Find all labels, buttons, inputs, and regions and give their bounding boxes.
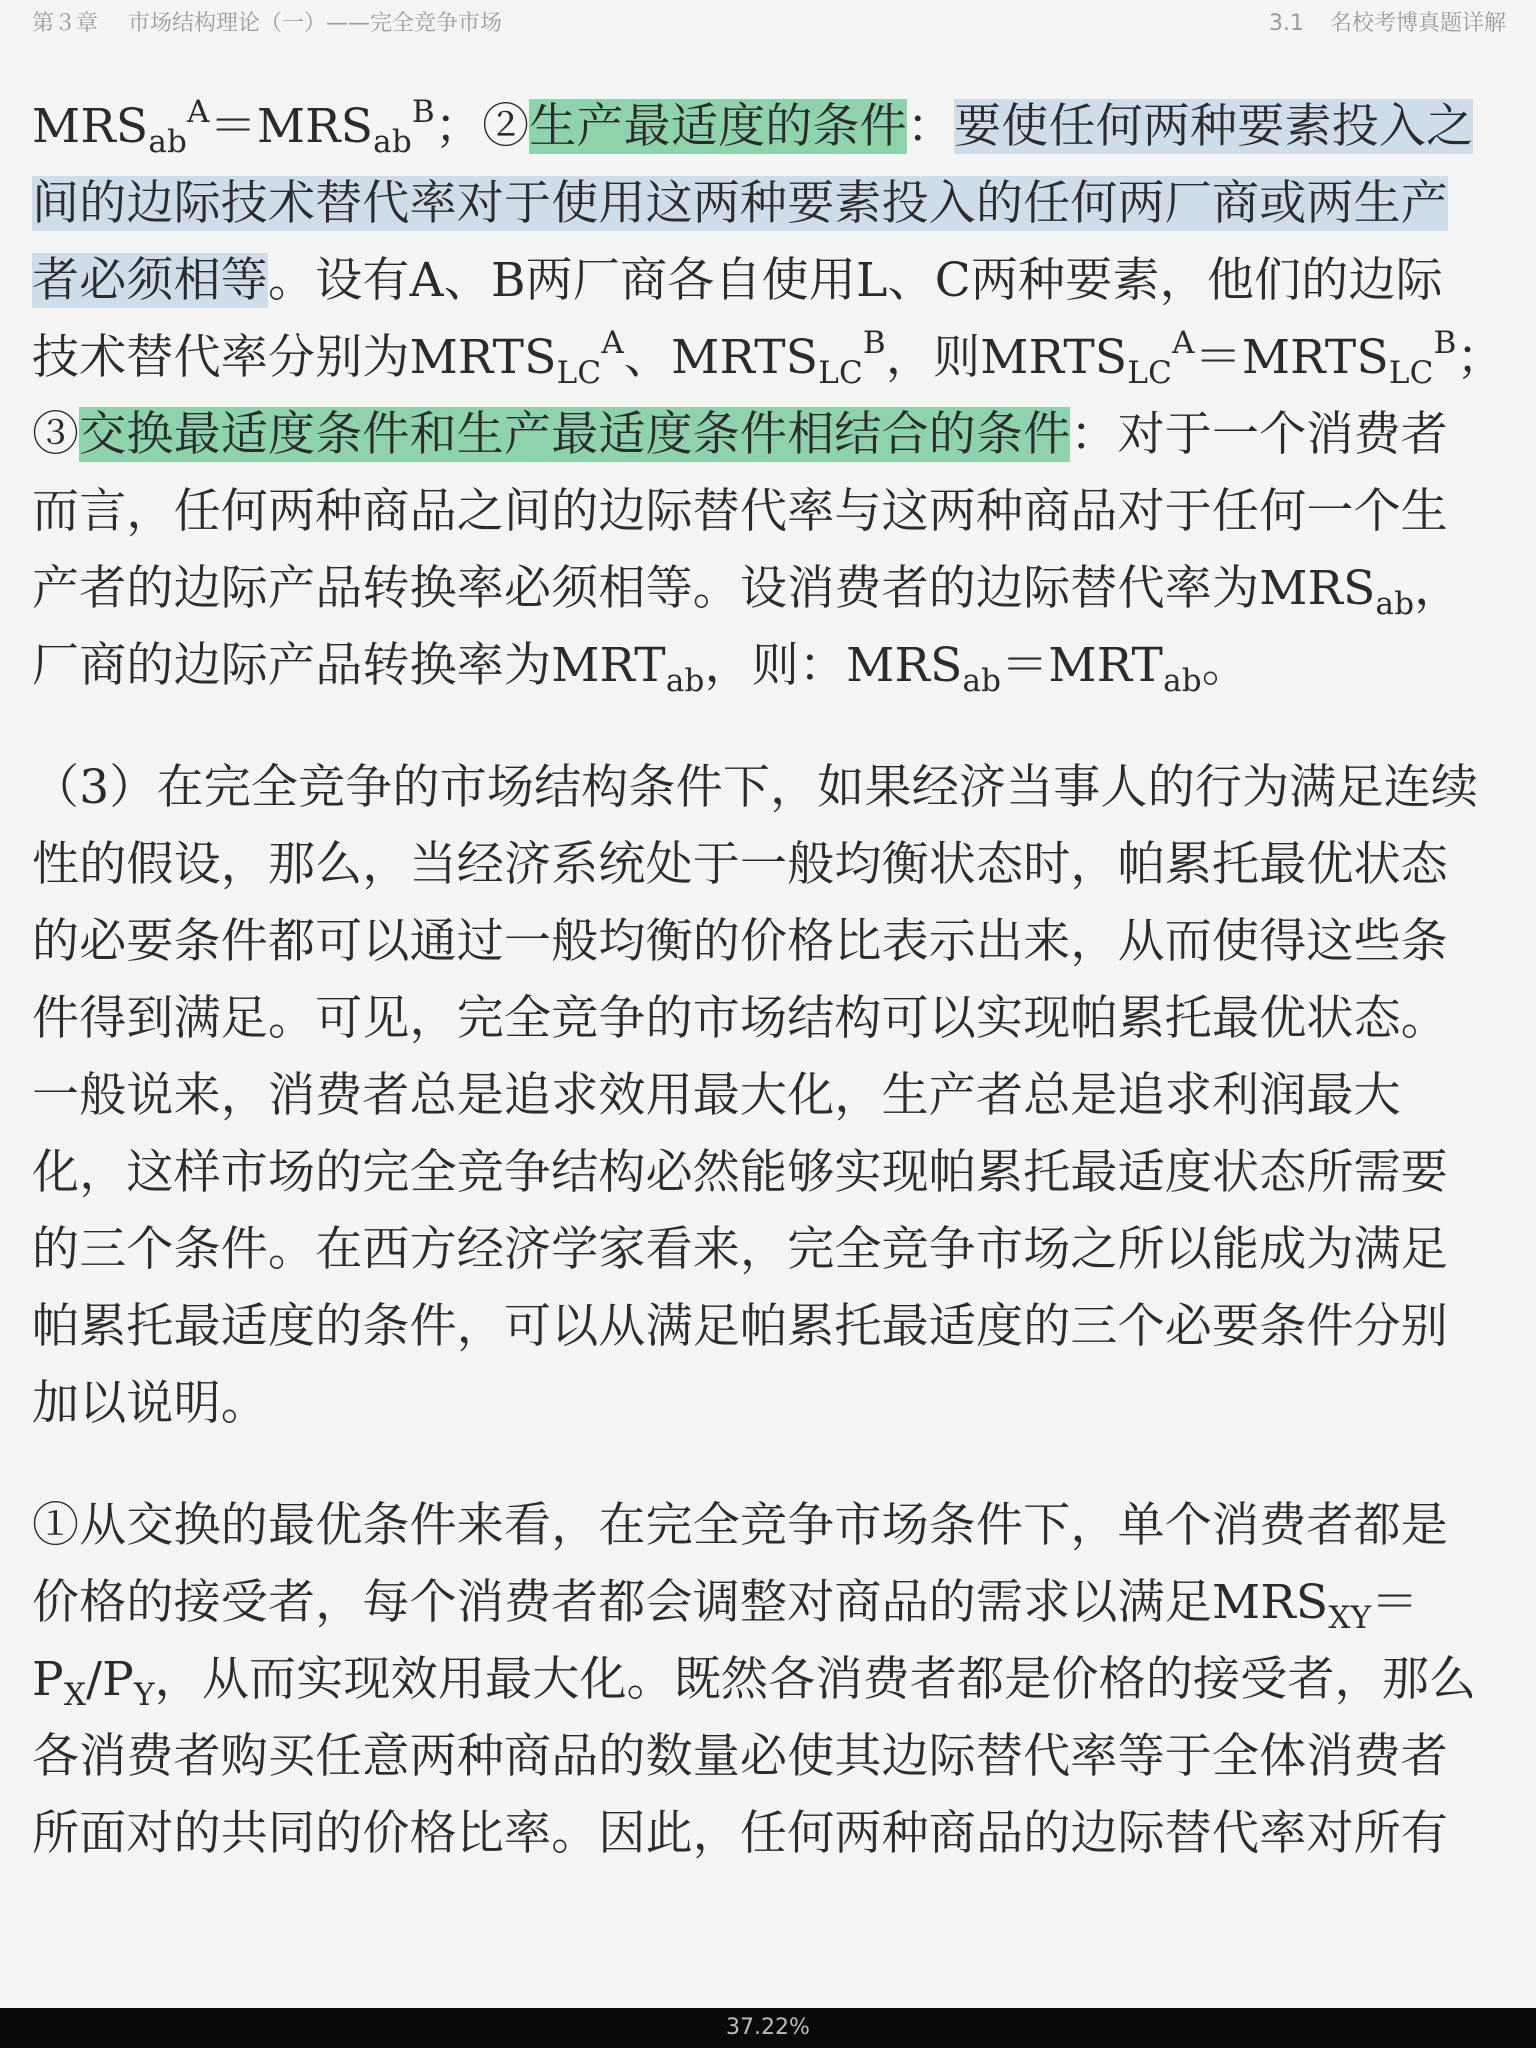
subscript: ab — [148, 124, 188, 160]
superscript: B — [862, 325, 886, 361]
text-line: 性的假设，那么，当经济系统处于一般均衡状态时，帕累托最优状态 — [32, 837, 1448, 892]
paragraph-3 — [32, 1487, 1502, 1872]
text-run: ＝MRS — [209, 99, 374, 154]
text-line: 的必要条件都可以通过一般均衡的价格比表示出来，从而使得这些条 — [32, 914, 1448, 969]
subscript: ab — [665, 663, 705, 699]
text-run: ，则MRTS — [885, 330, 1128, 385]
text-run: ，从而实现效用最大化。既然各消费者都是价格的接受者，那么 — [154, 1652, 1477, 1707]
text-line — [32, 550, 1502, 627]
text-run: ： — [906, 99, 955, 154]
text-line — [32, 88, 1502, 165]
subscript: LC — [1127, 355, 1173, 391]
text-run: ＝MRTS — [1194, 330, 1389, 385]
text-line: 的三个条件。在西方经济学家看来，完全竞争市场之所以能成为满足 — [32, 1222, 1448, 1277]
header-section — [1269, 6, 1506, 37]
text-run: 、MRTS — [623, 330, 819, 385]
reading-progress-bar — [0, 2008, 1536, 2048]
text-line — [32, 1641, 1502, 1718]
superscript: A — [601, 325, 624, 361]
text-run: ＝ — [1371, 1575, 1419, 1630]
chapter-title: 市场结构理论（一）——完全竞争市场 — [128, 11, 503, 36]
text-line: 各消费者购买任意两种商品的数量必使其边际替代率等于全体消费者 — [32, 1729, 1448, 1784]
subscript: ab — [373, 124, 412, 160]
text-line — [32, 1564, 1502, 1641]
text-run: ；② — [434, 99, 530, 154]
text-run: ＝MRT — [1001, 638, 1164, 693]
text-line — [32, 627, 1502, 704]
subscript: ab — [1163, 663, 1202, 699]
text-run: /P — [86, 1652, 134, 1707]
text-line: 而言，任何两种商品之间的边际替代率与这两种商品对于任何一个生 — [32, 484, 1448, 539]
superscript: A — [187, 94, 210, 130]
text-run: 。设有A、B两厂商各自使用L、C两种要素，他们的边际 — [268, 253, 1443, 308]
superscript: B — [1433, 325, 1457, 361]
text-run: ：对于一个消费者 — [1070, 407, 1449, 462]
text-line: 加以说明。 — [32, 1376, 268, 1431]
text-run: ，则：MRS — [704, 638, 963, 693]
subscript: XY — [1328, 1600, 1372, 1636]
section-title: 名校考博真题详解 — [1329, 11, 1506, 36]
text-run: ③ — [32, 407, 80, 462]
subscript: ab — [962, 663, 1002, 699]
subscript: Y — [133, 1677, 155, 1713]
highlight-blue[interactable]: 要使任何两种要素投入之 — [954, 99, 1474, 154]
text-run: 技术替代率分别为MRTS — [32, 330, 557, 385]
text-line: 件得到满足。可见，完全竞争的市场结构可以实现帕累托最优状态。 — [32, 991, 1448, 1046]
highlight-blue[interactable]: 者必须相等 — [32, 253, 268, 308]
paragraph-gap — [32, 704, 1502, 749]
paragraph-2 — [32, 749, 1502, 1442]
text-line — [32, 396, 1502, 473]
progress-percentage: 37.22% — [726, 2015, 810, 2040]
text-line: ①从交换的最优条件来看，在完全竞争市场条件下，单个消费者都是 — [32, 1498, 1448, 1553]
paragraph-1 — [32, 88, 1502, 704]
text-run: 价格的接受者，每个消费者都会调整对商品的需求以满足MRS — [32, 1575, 1329, 1630]
text-line: 化，这样市场的完全竞争结构必然能够实现帕累托最适度状态所需要 — [32, 1145, 1448, 1200]
text-line — [32, 242, 1502, 319]
reading-content[interactable] — [32, 88, 1502, 1872]
text-line: （3）在完全竞争的市场结构条件下，如果经济当事人的行为满足连续 — [32, 760, 1479, 815]
text-run: 产者的边际产品转换率必须相等。设消费者的边际替代率为MRS — [32, 561, 1376, 616]
header-chapter — [32, 6, 502, 37]
superscript: B — [411, 94, 435, 130]
superscript: A — [1172, 325, 1195, 361]
highlight-blue[interactable]: 间的边际技术替代率对于使用这两种要素投入的任何两厂商或两生产 — [32, 176, 1448, 231]
text-line — [32, 319, 1502, 396]
subscript: LC — [1388, 355, 1434, 391]
text-run: MRS — [32, 99, 149, 154]
text-run: ， — [1414, 561, 1462, 616]
text-line: 帕累托最适度的条件，可以从满足帕累托最适度的三个必要条件分别 — [32, 1299, 1448, 1354]
text-line: 一般说来，消费者总是追求效用最大化，生产者总是追求利润最大 — [32, 1068, 1401, 1123]
section-number: 3.1 — [1268, 11, 1304, 36]
chapter-number: 第３章 — [32, 11, 99, 36]
text-run: ； — [1456, 330, 1504, 385]
text-line — [32, 165, 1502, 242]
subscript: X — [63, 1677, 87, 1713]
highlight-green[interactable]: 交换最适度条件和生产最适度条件相结合的条件 — [79, 407, 1071, 462]
subscript: LC — [556, 355, 602, 391]
subscript: ab — [1375, 586, 1415, 622]
text-run: P — [32, 1652, 64, 1707]
subscript: LC — [818, 355, 863, 391]
paragraph-gap — [32, 1442, 1502, 1487]
text-run: 。 — [1201, 638, 1250, 693]
page-header — [0, 0, 1536, 40]
text-run: 厂商的边际产品转换率为MRT — [32, 638, 666, 693]
text-line: 所面对的共同的价格比率。因此，任何两种商品的边际替代率对所有 — [32, 1806, 1448, 1861]
highlight-green[interactable]: 生产最适度的条件 — [529, 99, 907, 154]
